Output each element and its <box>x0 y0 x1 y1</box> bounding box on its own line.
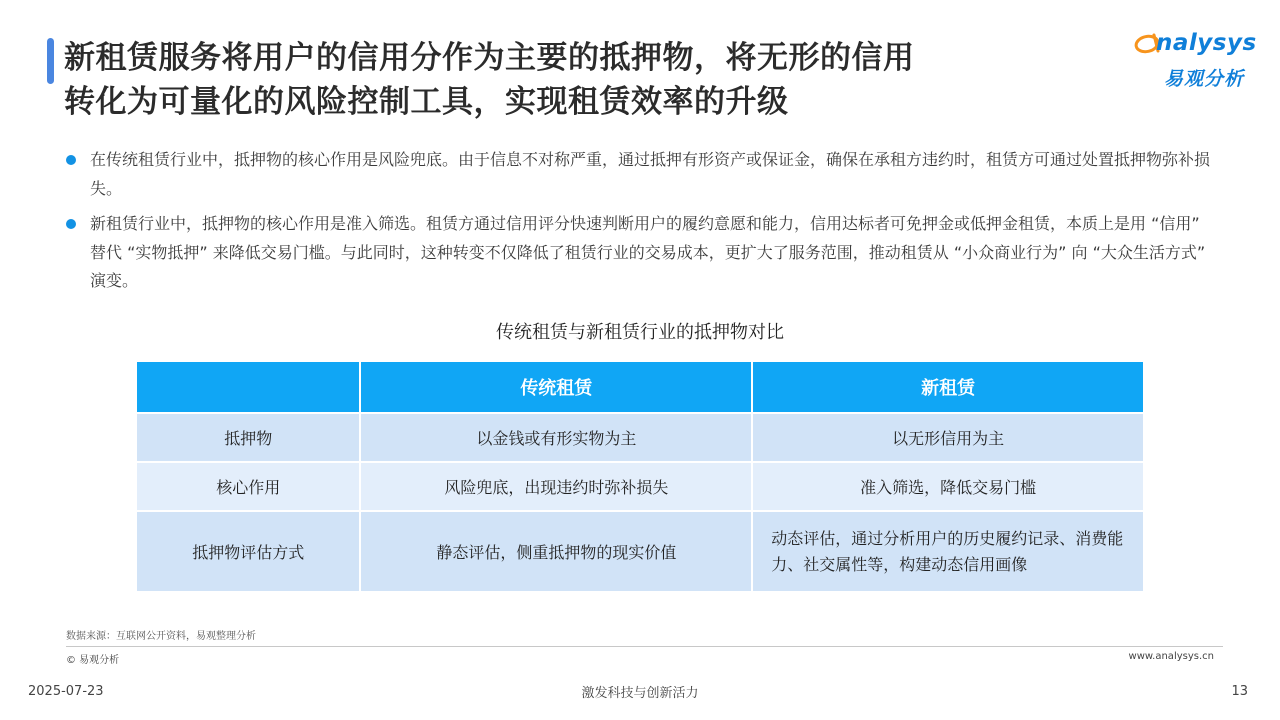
data-source-note: 数据来源：互联网公开资料，易观整理分析 <box>66 631 256 642</box>
copyright-note: © 易观分析 <box>66 655 120 666</box>
row-label: 核心作用 <box>137 463 359 510</box>
table-cell: 动态评估，通过分析用户的历史履约记录、消费能力、社交属性等，构建动态信用画像 <box>753 512 1143 591</box>
bullet-dot-icon <box>66 155 76 165</box>
analysys-logo <box>1134 30 1264 94</box>
comparison-table <box>135 360 1145 593</box>
table-cell: 以金钱或有形实物为主 <box>361 414 751 461</box>
bullet-item <box>66 146 1216 203</box>
table-cell: 静态评估，侧重抵押物的现实价值 <box>361 512 751 591</box>
table-title: 传统租赁与新租赁行业的抵押物对比 <box>496 322 784 343</box>
bullet-text: 在传统租赁行业中，抵押物的核心作用是风险兜底。由于信息不对称严重，通过抵押有形资产或保证金，确保在承租方违约时，租赁方可通过处置抵押物弥补损失。 <box>90 150 1211 198</box>
table-row <box>137 414 1143 461</box>
table-cell: 以无形信用为主 <box>753 414 1143 461</box>
logo-wordmark: nalysys <box>1156 30 1257 56</box>
bullet-dot-icon <box>66 219 76 229</box>
table-header-row <box>137 362 1143 412</box>
table-row <box>137 512 1143 591</box>
table-cell: 准入筛选，降低交易门槛 <box>753 463 1143 510</box>
page-title-line-2: 转化为可量化的风险控制工具，实现租赁效率的升级 <box>64 84 789 120</box>
page-title <box>64 36 1124 124</box>
footer-divider <box>66 646 1223 647</box>
page-number: 13 <box>1231 684 1248 699</box>
table-cell: 风险兜底，出现违约时弥补损失 <box>361 463 751 510</box>
title-accent-bar <box>47 38 54 84</box>
logo-cn-name: 易观分析 <box>1164 68 1245 90</box>
website-url: www.analysys.cn <box>1128 651 1214 662</box>
row-label: 抵押物评估方式 <box>137 512 359 591</box>
bullet-list <box>66 146 1216 303</box>
header-cell-traditional: 传统租赁 <box>361 362 751 412</box>
report-date: 2025-07-23 <box>28 684 104 699</box>
header-cell-new: 新租赁 <box>753 362 1143 412</box>
bullet-item <box>66 210 1216 296</box>
header-cell-empty <box>137 362 359 412</box>
table-row <box>137 463 1143 510</box>
page-title-line-1: 新租赁服务将用户的信用分作为主要的抵押物，将无形的信用 <box>64 40 915 76</box>
bullet-text: 新租赁行业中，抵押物的核心作用是准入筛选。租赁方通过信用评分快速判断用户的履约意愿和能力，信用达标者可免押金或低押金租赁，本质上是用 “信用” 替代 “实物抵押” 来降低交易门槛。与此同时，这种转变不仅降低了租赁行业的交易成本，更扩大了服务范围，推动租赁从 “小众商业行为” 向 “大众生活方式” 演变。 <box>90 214 1206 290</box>
row-label: 抵押物 <box>137 414 359 461</box>
footer-slogan: 激发科技与创新活力 <box>581 686 699 701</box>
